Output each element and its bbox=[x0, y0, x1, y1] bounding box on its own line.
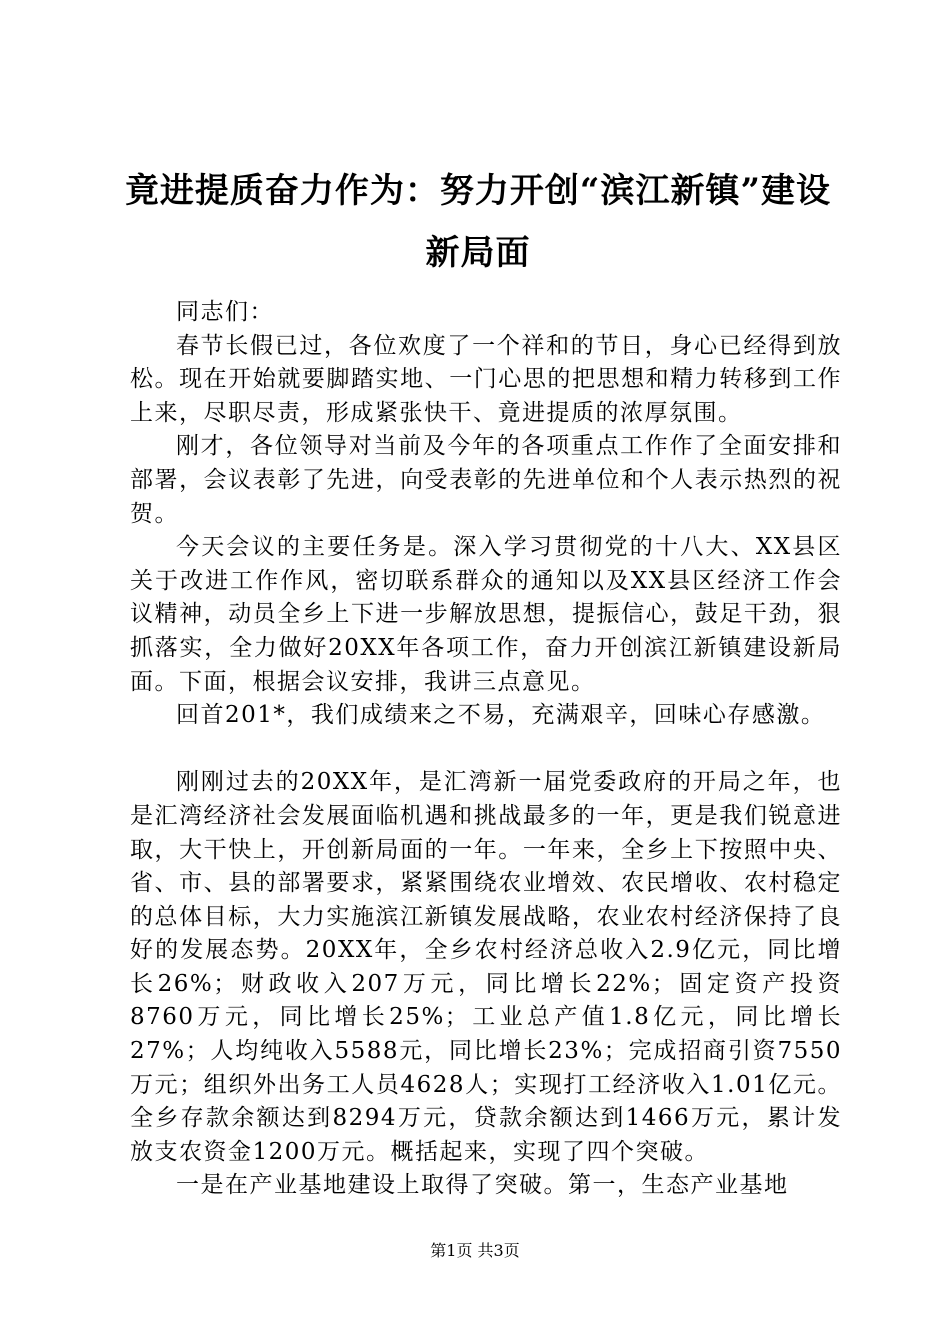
document-body bbox=[130, 296, 842, 1203]
paragraph: 回首201*，我们成绩来之不易，充满艰辛，回味心存感激。 bbox=[176, 702, 826, 729]
salutation: 同志们： bbox=[176, 299, 274, 325]
page-number-footer: 第1页 共3页 bbox=[430, 1241, 520, 1260]
paragraph: 春节长假已过，各位欢度了一个祥和的节日，身心已经得到放松。现在开始就要脚踏实地、一门心思的把思想和精力转移到工作上来，尽职尽责，形成紧张快干、竟进提质的浓厚氛围。 bbox=[130, 332, 842, 426]
paragraph: 刚刚过去的20XX年，是汇湾新一届党委政府的开局之年，也是汇湾经济社会发展面临机遇和挑战最多的一年，更是我们锐意进取，大干快上，开创新局面的一年。一年来，全乡上下按照中央、省、市、县的部署要求，紧紧围绕农业增效、农民增收、农村稳定的总体目标，大力实施滨江新镇发展战略，农业农村经济保持了良好的发展态势。20XX年，全乡农村经济总收入2.9亿元，同比增长26%；财政收入207万元，同比增长22%；固定资产投资8760万元，同比增长25%；工业总产值1.8亿元，同比增长27%；人均纯收入5588元，同比增长23%；完成招商引资7550万元；组织外出务工人员4628人；实现打工经济收入1.01亿元。全乡存款余额达到8294万元，贷款余额达到1466万元，累计发放支农资金1200万元。概括起来，实现了四个突破。 bbox=[130, 769, 842, 1165]
document-title: 竟进提质奋力作为：努力开创“滨江新镇”建设新局面 bbox=[124, 171, 832, 273]
paragraph: 刚才，各位领导对当前及今年的各项重点工作作了全面安排和部署，会议表彰了先进，向受表彰的先进单位和个人表示热烈的祝贺。 bbox=[130, 433, 842, 527]
paragraph: 今天会议的主要任务是。深入学习贯彻党的十八大、XX县区关于改进工作作风，密切联系群众的通知以及XX县区经济工作会议精神，动员全乡上下进一步解放思想，提振信心，鼓足干劲，狠抓落实，全力做好20XX年各项工作，奋力开创滨江新镇建设新局面。下面，根据会议安排，我讲三点意见。 bbox=[130, 534, 842, 695]
paragraph: 一是在产业基地建设上取得了突破。第一，生态产业基地 bbox=[176, 1172, 789, 1199]
